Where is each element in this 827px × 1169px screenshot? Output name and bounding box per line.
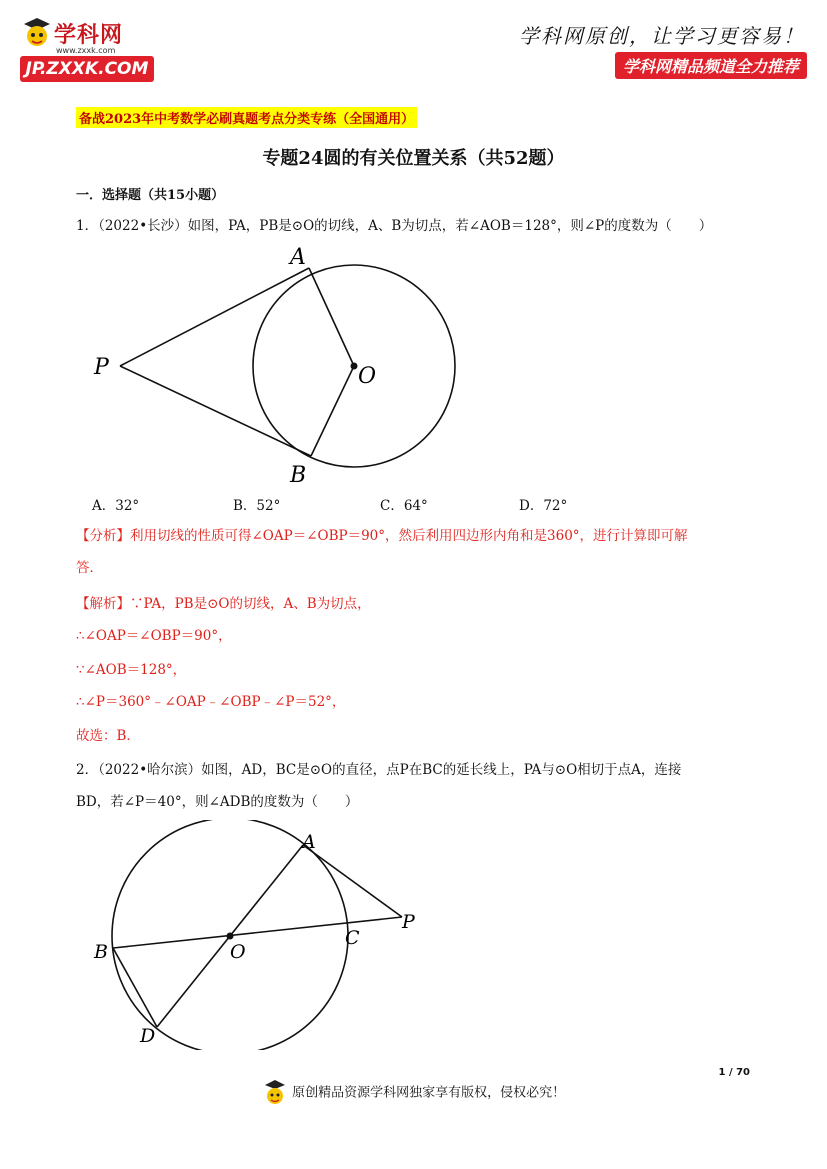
logo-url[interactable]: www.zxxk.com (56, 46, 116, 55)
q1-label-a: A (290, 245, 306, 270)
q1-tangent-pb (120, 366, 311, 456)
q1-analysis-text: 利用切线的性质可得∠OAP＝∠OBP＝90°，然后利用四边形内角和是360°，进行计算即可解 (130, 528, 688, 544)
q1-option-b[interactable]: B．52° (233, 498, 281, 514)
header-slogan: 学科网原创，让学习更容易！ (519, 24, 805, 48)
copyright-text: 原创精品资源学科网独家享有版权，侵权必究！ (292, 1085, 566, 1101)
logo-title: 学科网 (54, 23, 124, 48)
logo-badge[interactable]: JP.ZXXK.COM (20, 56, 154, 82)
q1-label-o: O (358, 364, 377, 389)
q2-chord-bd (113, 948, 157, 1027)
header-slogan-badge: 学科网精品频道全力推荐 (615, 52, 807, 79)
q1-solution-tag: 【解析】 (76, 596, 130, 612)
q1-tangent-pa (120, 268, 309, 366)
q2-figure (90, 820, 430, 1050)
q1-solution-line2: ∴∠OAP＝∠OBP＝90°， (76, 628, 232, 644)
q1-radius-oa (309, 268, 354, 366)
q1-solution-line1 (76, 594, 371, 614)
q2-stem-line1: 2．（2022•哈尔滨）如图，AD，BC是⊙O的直径，点P在BC的延长线上，PA与⊙O相切于点A，连接 (76, 762, 682, 778)
q1-analysis-line2: 答． (76, 560, 103, 576)
q1-option-a[interactable]: A．32° (92, 498, 140, 514)
q1-figure (80, 240, 480, 490)
q2-label-c: C (345, 927, 360, 949)
q1-solution-text: ∵PA，PB是⊙O的切线，A、B为切点， (130, 596, 371, 612)
series-banner: 备战2023年中考数学必刷真题考点分类专练（全国通用） (76, 107, 417, 128)
q2-label-p: P (402, 911, 415, 933)
q2-label-d: D (140, 1025, 156, 1047)
site-logo[interactable] (20, 16, 160, 86)
q1-label-b: B (290, 463, 307, 488)
section-heading: 一．选择题（共15小题） (76, 188, 225, 203)
q1-answer: 故选：B． (76, 728, 140, 744)
q1-solution-line4: ∴∠P＝360°﹣∠OAP﹣∠OBP﹣∠P＝52°， (76, 694, 346, 710)
q1-analysis-tag: 【分析】 (76, 528, 130, 544)
q2-label-b: B (94, 941, 108, 963)
q1-radius-ob (311, 366, 354, 456)
document-title: 专题24圆的有关位置关系（共52题） (262, 148, 565, 169)
q2-label-o: O (230, 941, 246, 963)
q2-stem-line2: BD，若∠P＝40°，则∠ADB的度数为（ ） (76, 794, 359, 810)
page-number: 1 / 70 (718, 1067, 750, 1078)
mascot-icon (262, 1078, 288, 1108)
q1-center-point (351, 363, 358, 370)
q1-option-c[interactable]: C．64° (380, 498, 428, 514)
q1-label-p: P (94, 355, 109, 380)
q1-analysis-line1 (76, 526, 756, 546)
q2-label-a: A (302, 831, 316, 853)
q1-solution-line3: ∵∠AOB＝128°， (76, 662, 187, 678)
mascot-icon (20, 16, 54, 52)
footer-copyright (0, 1078, 827, 1108)
q1-option-d[interactable]: D．72° (519, 498, 568, 514)
q1-stem: 1．（2022•长沙）如图，PA，PB是⊙O的切线，A、B为切点，若∠AOB＝128°，则∠P的度数为（ ） (76, 218, 713, 234)
q2-center-point (227, 933, 234, 940)
q2-tangent-pa (303, 845, 402, 917)
